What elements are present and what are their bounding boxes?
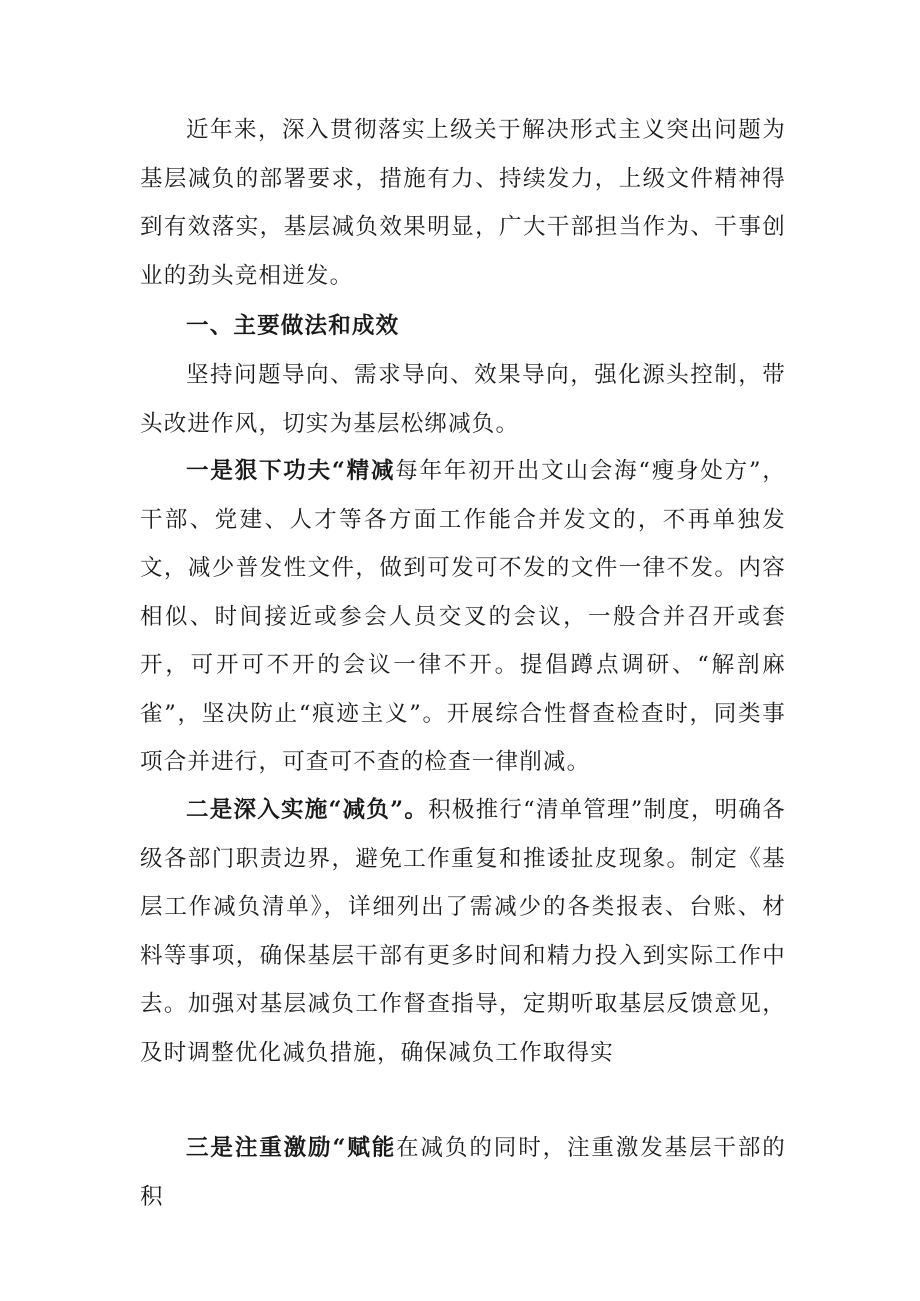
section-heading: 一、主要做法和成效 — [186, 313, 400, 339]
item3-lead: 三是注重激励“赋能 — [186, 1135, 397, 1161]
section-intro-paragraph — [140, 351, 786, 448]
intro-text: 近年来，深入贯彻落实上级关于解决形式主义突出问题为基层减负的部署要求，措施有力、持续发力，上级文件精神得到有效落实，基层减负效果明显，广大干部担当作为、干事创业的劲头竞相迸发。 — [140, 117, 786, 289]
item1-lead: 一是狠下功夫“精减 — [186, 458, 396, 484]
item1-body: 每年年初开出文山会海“瘦身处方”，干部、党建、人才等各方面工作能合并发文的，不再单独发文，减少普发性文件，做到可发可不发的文件一律不发。内容相似、时间接近或参会人员交叉的会议，一般合并召开或套开，可开可不开的会议一律不开。提倡蹲点调研、“解剖麻雀”，坚决防止“痕迹主义”。开展综合性督查检查时，同类事项合并进行，可查可不查的检查一律削减。 — [140, 458, 787, 775]
item3-paragraph — [140, 1124, 786, 1221]
item2-lead: 二是深入实施“减负”。 — [186, 797, 429, 823]
item2-paragraph — [140, 786, 786, 1077]
item1-paragraph — [140, 447, 786, 787]
section-intro-text: 坚持问题导向、需求导向、效果导向，强化源头控制，带头改进作风，切实为基层松绑减负。 — [140, 362, 786, 437]
intro-paragraph — [140, 106, 786, 300]
item2-body: 积极推行“清单管理”制度，明确各级各部门职责边界，避免工作重复和推诿扯皮现象。制定《基层工作减负清单》，详细列出了需减少的各类报表、台账、材料等事项，确保基层干部有更多时间和精力投入到实际工作中去。加强对基层减负工作督查指导，定期听取基层反馈意见，及时调整优化减负措施，确保减负工作取得实 — [140, 797, 786, 1066]
item3-body: 在减负的同时，注重激发基层干部的积 — [140, 1135, 786, 1210]
